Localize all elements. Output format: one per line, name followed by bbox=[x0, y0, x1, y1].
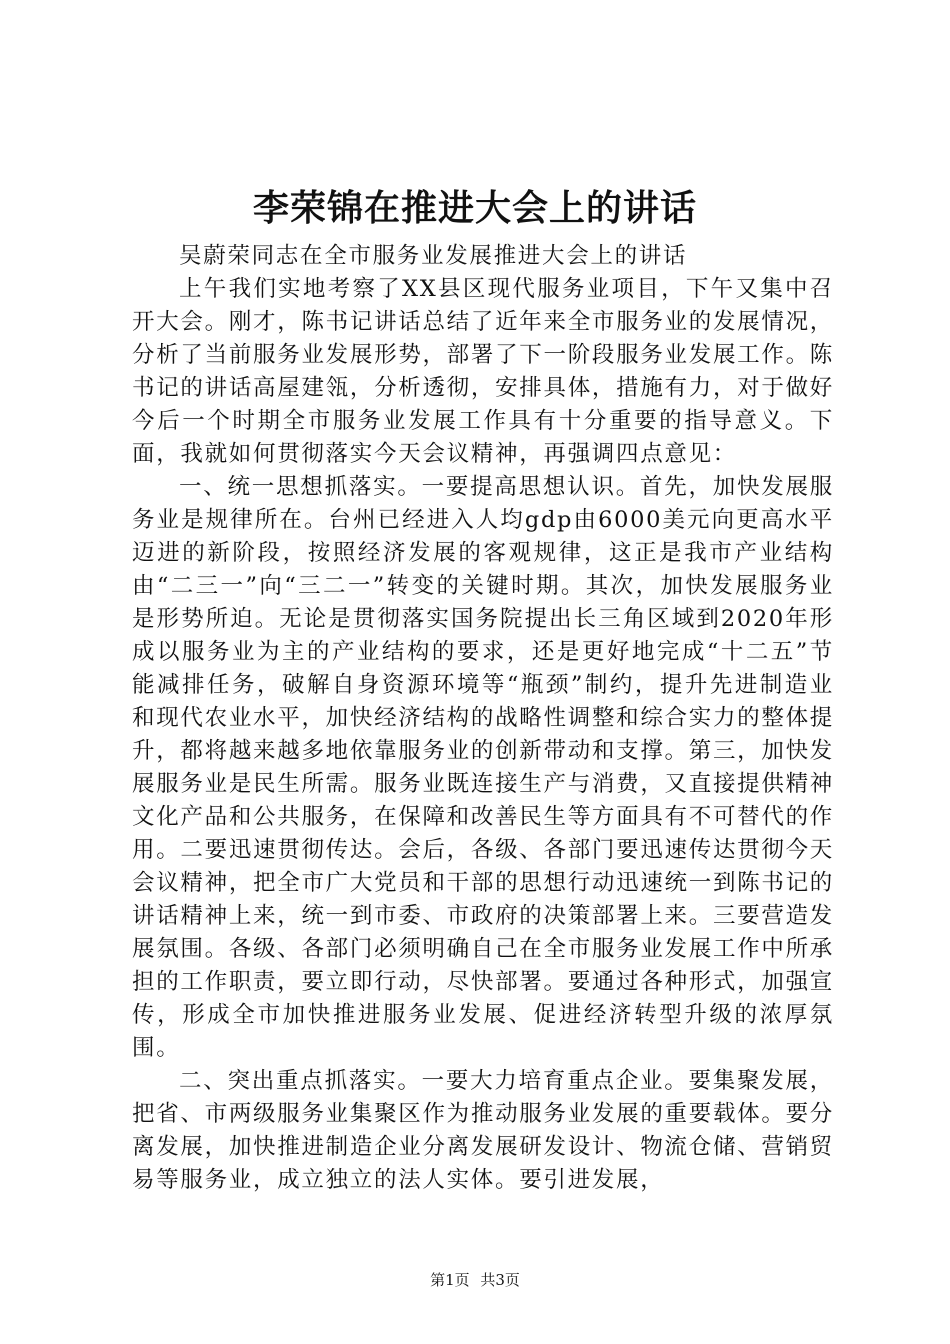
document-title: 李荣锦在推进大会上的讲话 bbox=[252, 187, 697, 229]
paragraph-section-one: 一、统一思想抓落实。一要提高思想认识。首先，加快发展服务业是规律所在。台州已经进入人均gdp由6000美元向更高水平迈进的新阶段，按照经济发展的客观规律，这正是我市产业结构由“二三一”向“三二一”转变的关键时期。其次，加快发展服务业是形势所迫。无论是贯彻落实国务院提出长三角区域到2020年形成以服务业为主的产业结构的要求，还是更好地完成“十二五”节能减排任务，破解自身资源环境等“瓶颈”制约，提升先进制造业和现代农业水平，加快经济结构的战略性调整和综合实力的整体提升，都将越来越多地依靠服务业的创新带动和支撑。第三，加快发展服务业是民生所需。服务业既连接生产与消费，又直接提供精神文化产品和公共服务，在保障和改善民生等方面具有不可替代的作用。二要迅速贯彻传达。会后，各级、各部门要迅速传达贯彻今天会议精神，把全市广大党员和干部的思想行动迅速统一到陈书记的讲话精神上来，统一到市委、市政府的决策部署上来。三要营造发展氛围。各级、各部门必须明确自己在全市服务业发展工作中所承担的工作职责，要立即行动，尽快部署。要通过各种形式，加强宣传，形成全市加快推进服务业发展、促进经济转型升级的浓厚氛围。 bbox=[132, 474, 834, 1061]
page-total: 共3页 bbox=[480, 1271, 520, 1289]
page-number: 第1页 bbox=[430, 1271, 470, 1289]
document-subtitle: 吴蔚荣同志在全市服务业发展推进大会上的讲话 bbox=[179, 243, 688, 269]
page-footer bbox=[0, 1270, 950, 1290]
document-body bbox=[132, 240, 834, 1197]
paragraph-intro: 上午我们实地考察了XX县区现代服务业项目，下午又集中召开大会。刚才，陈书记讲话总结了近年来全市服务业的发展情况，分析了当前服务业发展形势，部署了下一阶段服务业发展工作。陈书记的讲话高屋建瓴，分析透彻，安排具体，措施有力，对于做好今后一个时期全市服务业发展工作具有十分重要的指导意义。下面，我就如何贯彻落实今天会议精神，再强调四点意见： bbox=[132, 276, 834, 467]
paragraph-section-two: 二、突出重点抓落实。一要大力培育重点企业。要集聚发展，把省、市两级服务业集聚区作为推动服务业发展的重要载体。要分离发展，加快推进制造企业分离发展研发设计、物流仓储、营销贸易等服务业，成立独立的法人实体。要引进发展， bbox=[132, 1068, 834, 1193]
